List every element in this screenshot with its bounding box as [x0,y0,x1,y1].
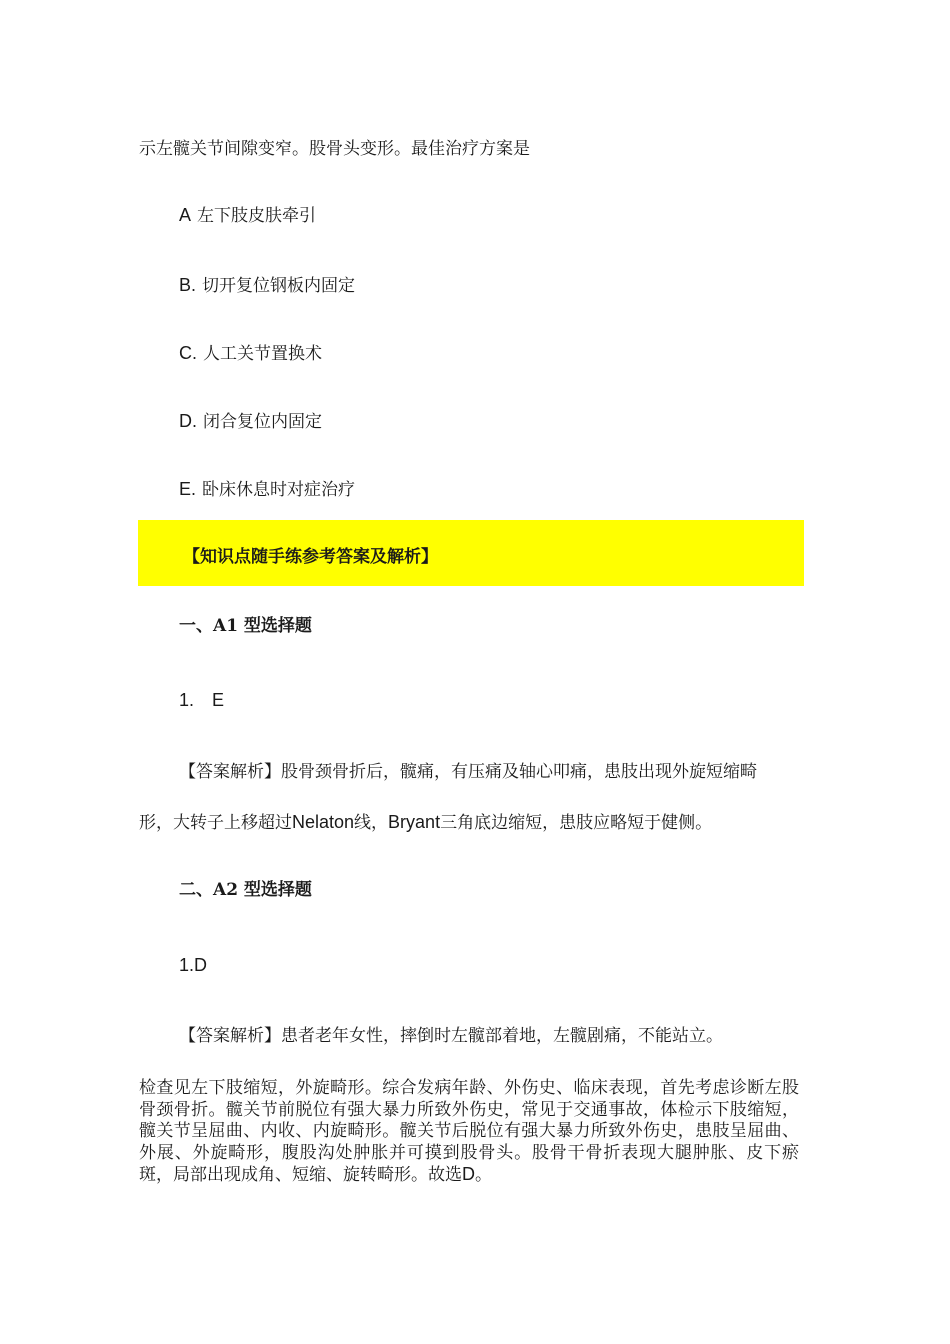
analysis-label: 【答案解析】 [179,762,281,782]
analysis-a1-line2 [139,812,712,833]
analysis-a2-paragraph [139,1078,799,1187]
nelaton-term: Nelaton [292,812,355,832]
analysis-a1-line1 [179,762,757,782]
answer-a1-1 [179,690,224,711]
analysis-text: 检查见左下肢缩短，外旋畸形。综合发病年龄、外伤史、临床表现，首先考虑诊断左股骨颈骨折。髋关节前脱位有强大暴力所致外伤史，常见于交通事故，体检示下肢缩短，髋关节呈屈曲、内收、内旋畸形。髋关节后脱位有强大暴力所致外伤史，患肢呈屈曲、外展、外旋畸形，腹股沟处肿胀并可摸到股骨头。股骨干骨折表现大腿肿胀、皮下瘀斑，局部出现成角、短缩、旋转畸形。故选 [139,1078,799,1185]
option-text: 人工关节置换术 [203,344,322,364]
option-text: 切开复位钢板内固定 [202,276,356,296]
answer-letter: E [212,690,225,710]
section-heading-a2: 二、A2 型选择题 [179,880,312,900]
answer-number: 1. [179,690,195,710]
question-stem-tail: 示左髋关节间隙变窄。股骨头变形。最佳治疗方案是 [139,139,530,159]
answer-a2-1: 1.D [179,955,208,975]
analysis-text-end: 。 [475,1165,492,1185]
option-letter: A [179,205,192,225]
option-text: 左下肢皮肤牵引 [197,206,317,226]
analysis-a2-line1 [179,1026,723,1046]
option-letter: E. [179,479,197,499]
analysis-text: 形，大转子上移超过 [139,813,292,833]
option-text: 闭合复位内固定 [203,412,322,432]
option-text: 卧床休息时对症治疗 [202,480,356,500]
analysis-label: 【答案解析】 [179,1026,281,1046]
bryant-term: Bryant [388,812,441,832]
option-e [179,479,355,500]
analysis-text: 三角底边缩短，患肢应略短于健侧。 [440,813,713,833]
analysis-text: 线， [354,813,389,833]
answer-banner-title: 【知识点随手练参考答案及解析】 [183,547,438,567]
option-a [179,205,316,226]
option-letter: D. [179,411,197,431]
analysis-text: 股骨颈骨折后，髋痛，有压痛及轴心叩痛，患肢出现外旋短缩畸 [281,762,757,782]
section-heading-a1: 一、A1 型选择题 [179,616,312,636]
analysis-answer-letter: D [462,1164,475,1184]
option-d [179,411,322,432]
option-c [179,343,322,364]
option-letter: C. [179,343,197,363]
option-letter: B. [179,275,197,295]
analysis-text: 患者老年女性，摔倒时左髋部着地，左髋剧痛，不能站立。 [281,1026,723,1046]
option-b [179,275,355,296]
